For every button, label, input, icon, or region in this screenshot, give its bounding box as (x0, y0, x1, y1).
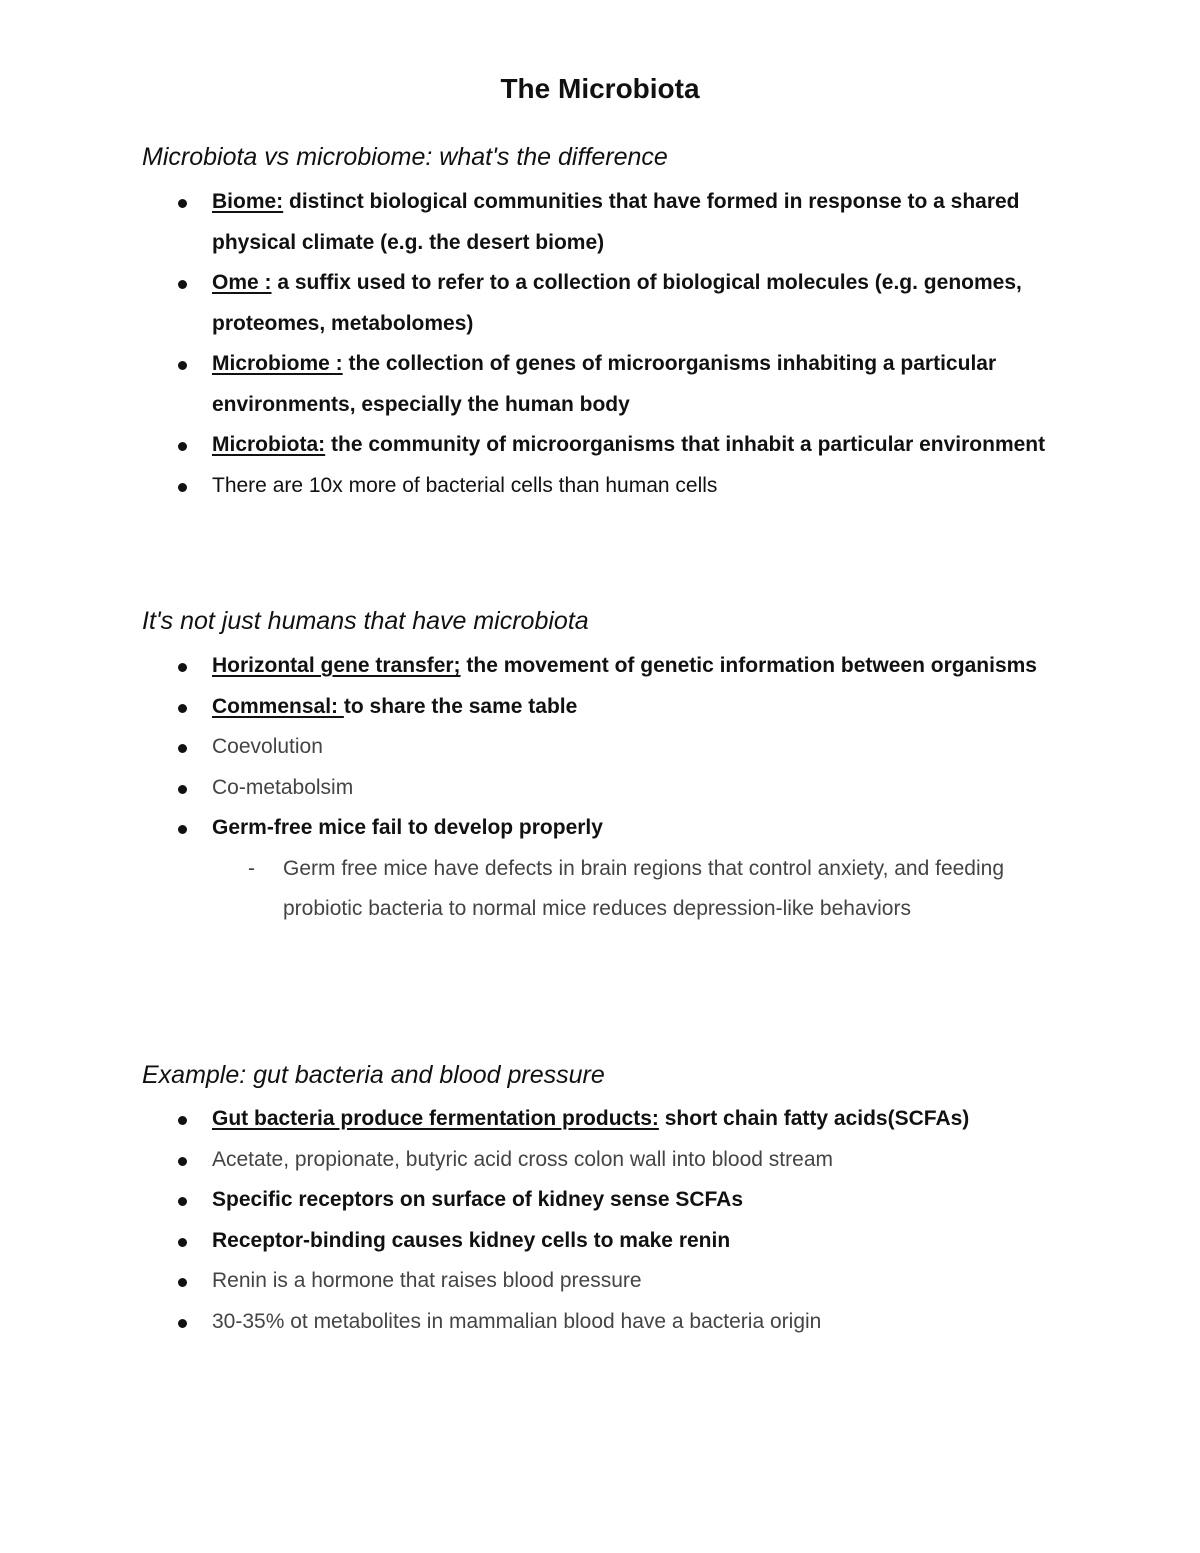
bullet-icon (178, 825, 187, 834)
definition-text: distinct biological communities that have formed in response to a shared physical climate (e.g. the desert biome) (212, 190, 1020, 254)
bullet-icon (178, 199, 187, 208)
bullet-icon (178, 1278, 187, 1287)
term-label: Commensal: (212, 694, 344, 718)
list-item-microbiome (0, 344, 1052, 425)
item-text: There are 10x more of bacterial cells than human cells (212, 473, 718, 497)
item-text: 30-35% ot metabolites in mammalian blood have a bacteria origin (212, 1309, 822, 1333)
bullet-icon (178, 442, 187, 451)
term-label: Ome : (212, 271, 272, 294)
definition-text: a suffix used to refer to a collection of biological molecules (e.g. genomes, proteomes, metabolomes) (212, 271, 1022, 335)
bullet-icon (178, 1197, 187, 1206)
list-item-germ-free-mice (0, 808, 1052, 849)
list-item-metabolites (0, 1302, 1052, 1343)
item-text: Germ free mice have defects in brain regions that control anxiety, and feeding probiotic bacteria to normal mice reduces depression-like behaviors (283, 856, 1005, 920)
definition-text: to share the same table (343, 694, 578, 718)
list-item-renin-hormone (0, 1261, 1052, 1302)
term-label: Microbiome : (212, 352, 343, 375)
list-item-ome (0, 263, 1052, 344)
list-item-commensal (0, 687, 1052, 728)
section-heading-microbiota-vs-microbiome: Microbiota vs microbiome: what's the difference (142, 143, 668, 171)
bullet-icon (178, 280, 187, 289)
list-item-receptors (0, 1180, 1052, 1221)
bullet-icon (178, 1238, 187, 1247)
definition-text: the community of microorganisms that inhabit a particular environment (325, 433, 1046, 456)
bullet-icon (178, 1157, 187, 1166)
bullet-icon (178, 1319, 187, 1328)
item-text: Coevolution (212, 735, 323, 758)
definition-text: the movement of genetic information between organisms (460, 654, 1037, 677)
item-text: Specific receptors on surface of kidney sense SCFAs (212, 1188, 744, 1211)
definition-text: the collection of genes of microorganisms inhabiting a particular environments, especially the human body (212, 352, 997, 416)
page-title: The Microbiota (500, 73, 700, 104)
section-heading-gut-bacteria-blood-pressure: Example: gut bacteria and blood pressure (142, 1061, 605, 1089)
definition-text: short chain fatty acids(SCFAs) (658, 1107, 970, 1130)
list-item-co-metabolism (0, 768, 1052, 809)
list-item-renin-production (0, 1221, 1052, 1262)
list-item-coevolution (0, 727, 1052, 768)
sub-item-germ-free-defects (0, 849, 1043, 930)
bullet-icon (178, 1116, 187, 1125)
item-text: Receptor-binding causes kidney cells to make renin (212, 1228, 731, 1252)
bullet-icon (178, 744, 187, 753)
list-item-fermentation-products (0, 1099, 1052, 1140)
dash-marker: - (248, 856, 255, 880)
item-text: Co-metabolsim (212, 775, 354, 799)
list-item-biome (0, 182, 1052, 263)
list-item-horizontal-gene-transfer (0, 646, 1052, 687)
bullet-icon (178, 785, 187, 794)
term-label: Horizontal gene transfer; (212, 654, 461, 677)
definitions-list (0, 182, 1200, 506)
section-heading-not-just-humans: It's not just humans that have microbiota (142, 607, 589, 635)
item-text: Acetate, propionate, butyric acid cross colon wall into blood stream (212, 1147, 833, 1171)
item-text: Renin is a hormone that raises blood pressure (212, 1269, 642, 1292)
term-label: Gut bacteria produce fermentation products: (212, 1107, 659, 1130)
bullet-icon (178, 483, 187, 492)
item-text: Germ-free mice fail to develop properly (212, 816, 603, 839)
bullet-icon (178, 704, 187, 713)
bullet-icon (178, 663, 187, 672)
bullet-icon (178, 361, 187, 370)
blood-pressure-list (0, 1099, 1200, 1342)
list-item-bacterial-cells (0, 466, 1052, 507)
microbiota-list (0, 646, 1200, 930)
list-item-acetate (0, 1140, 1052, 1181)
term-label: Biome: (212, 190, 284, 213)
term-label: Microbiota: (212, 433, 326, 456)
list-item-microbiota (0, 425, 1052, 466)
